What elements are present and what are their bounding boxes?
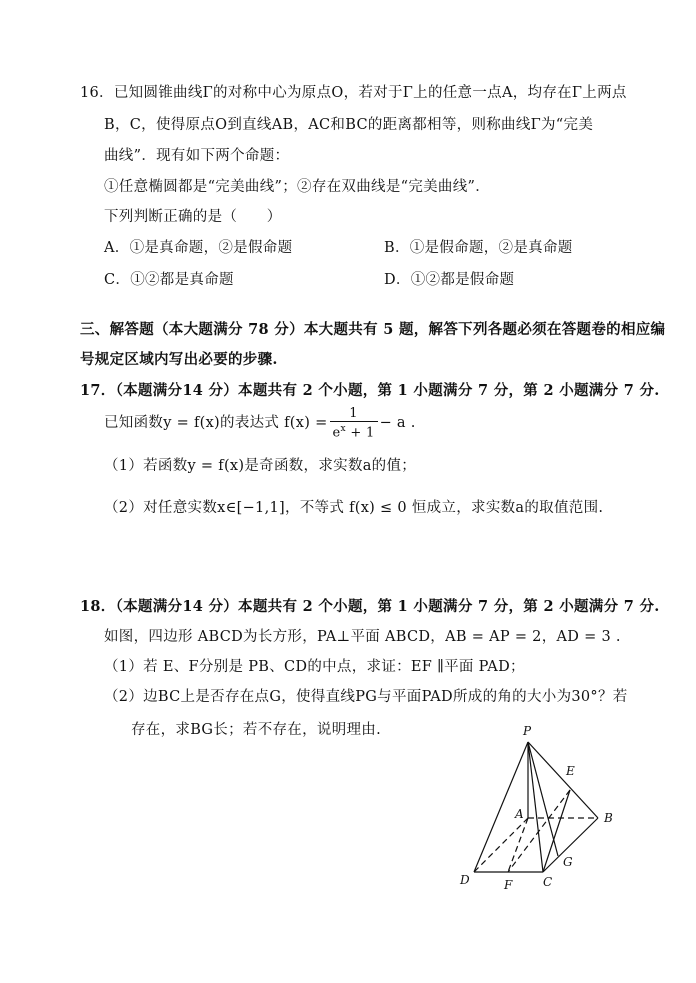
section3-line-1: 三、解答题（本大题满分 78 分）本大题共有 5 题，解答下列各题必须在答题卷的相应编 [80, 321, 666, 338]
q17-stem-suffix: − a . [379, 415, 416, 432]
q17-part-1: （1）若函数y = f(x)是奇函数，求实数a的值； [104, 458, 417, 474]
label-A: A [515, 807, 524, 821]
label-P: P [523, 724, 532, 738]
q16-option-a: A．①是真命题，②是假命题 [104, 240, 293, 256]
hidden-segment-EF [508, 790, 570, 872]
label-F: F [504, 878, 513, 892]
q16-line-5: 下列判断正确的是（ ） [104, 209, 282, 225]
q17-den-exponent: x [340, 424, 346, 434]
q17-fraction-numerator: 1 [349, 406, 358, 421]
q17-part-2: （2）对任意实数x∈[−1,1]，不等式 f(x) ≤ 0 恒成立，求实数a的取值范围. [104, 500, 604, 516]
q18-header: 18．（本题满分14 分）本题共有 2 个小题，第 1 小题满分 7 分，第 2 小题满分 7 分. [80, 598, 660, 615]
label-G: G [563, 855, 573, 869]
q18-stem: 如图，四边形 ABCD为长方形，PA⊥平面 ABCD，AB = AP = 2，AD = 3 . [104, 629, 621, 645]
q18-part-2a: （2）边BC上是否存在点G，使得直线PG与平面PAD所成的角的大小为30°？若 [104, 689, 628, 705]
q16-option-c: C．①②都是真命题 [104, 272, 234, 288]
label-B: B [604, 811, 613, 825]
q16-option-d: D．①②都是假命题 [384, 272, 515, 288]
q16-line-2: B，C，使得原点O到直线AB，AC和BC的距离都相等，则称曲线Γ为“完美 [104, 117, 594, 133]
label-C: C [543, 875, 553, 889]
q17-den-rest: + 1 [345, 425, 375, 441]
q16-line-1: 16．已知圆锥曲线Γ的对称中心为原点O，若对于Γ上的任意一点A，均存在Γ上两点 [80, 85, 627, 101]
hidden-segment-AF [508, 818, 528, 872]
q17-stem-prefix: 已知函数y = f(x)的表达式 f(x) = [104, 415, 328, 432]
q17-header: 17．（本题满分14 分）本题共有 2 个小题，第 1 小题满分 7 分，第 2 小题满分 7 分. [80, 382, 660, 399]
q16-line-4: ①任意椭圆都是“完美曲线”；②存在双曲线是“完美曲线”． [104, 179, 491, 195]
hidden-edge-AD [474, 818, 528, 872]
q17-den-base: e [332, 425, 341, 441]
edge-PC [528, 742, 543, 872]
q18-part-2b: 存在，求BG长；若不存在，说明理由. [131, 722, 382, 738]
label-E: E [566, 764, 575, 778]
q18-part-1: （1）若 E、F分别是 PB、CD的中点，求证：EF ∥平面 PAD； [104, 659, 525, 675]
label-D: D [460, 873, 470, 887]
q16-line-3: 曲线”．现有如下两个命题： [104, 148, 290, 164]
q16-option-b: B．①是假命题，②是真命题 [384, 240, 573, 256]
section3-line-2: 号规定区域内写出必要的步骤. [80, 351, 278, 368]
